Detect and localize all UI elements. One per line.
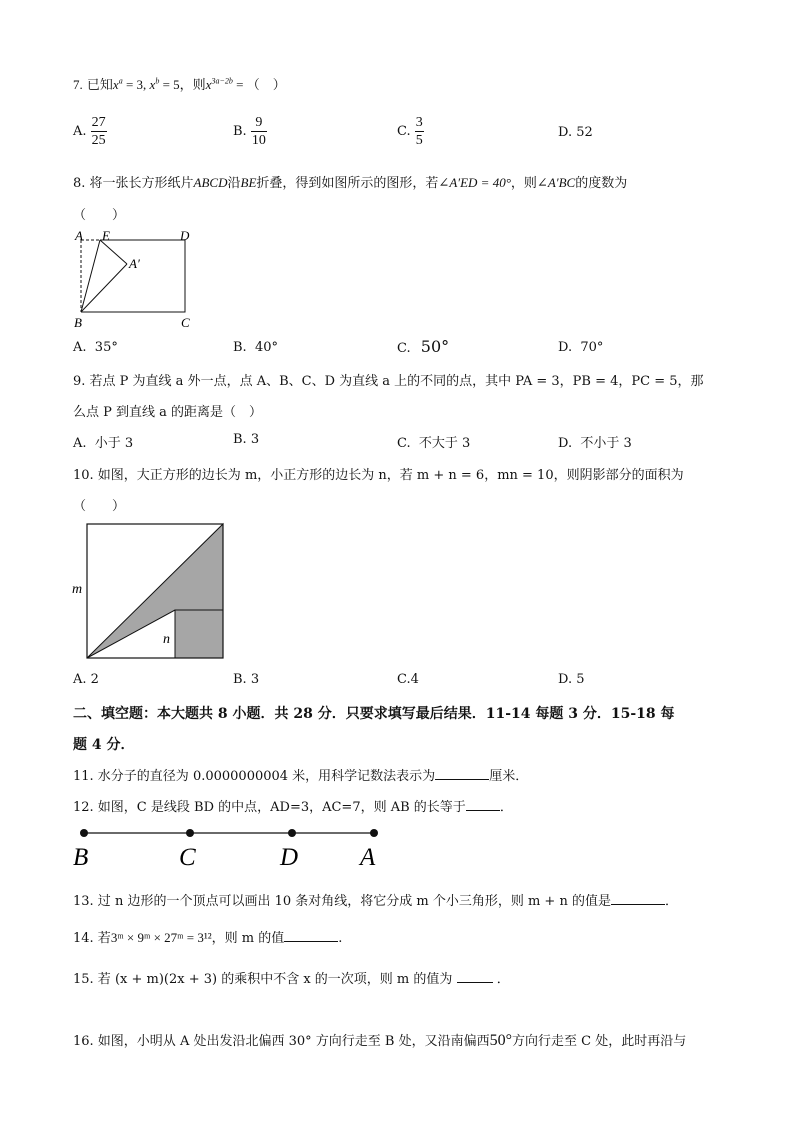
q8-option-c: C. 50° (397, 337, 450, 356)
q10-label-m: m (72, 582, 83, 597)
q12-answer-blank[interactable] (466, 799, 500, 811)
q7-option-c: C. $\frac{3}{5}$ (397, 115, 423, 148)
q12-point-a (370, 829, 378, 837)
q11-stem: 11. 水分子的直径为 0.0000000004 米，用科学记数法表示为 厘米． (73, 769, 529, 784)
q9-option-b: B. 3 (233, 432, 260, 447)
q12-point-d (288, 829, 296, 837)
q8-label-a: A (75, 228, 83, 243)
q7-option-d: D. 52 (558, 125, 593, 140)
q8-label-e: E (102, 228, 110, 243)
q16-stem: 16. 如图，小明从 A 处出发沿北偏西 30° 方向行走至 B 处，又沿南偏西50°方向行走至 C 处，此时再沿与 (73, 1032, 687, 1049)
q14-answer-blank[interactable] (284, 930, 338, 942)
q10-stem-line2: （ ） (73, 499, 126, 514)
q8-stem-line2: （ ） (73, 208, 126, 223)
q10-figure (70, 520, 230, 665)
q12-stem: 12. 如图，C 是线段 BD 的中点，AD=3，AC=7，则 AB 的长等于 ． (73, 800, 513, 815)
section2-heading-line2: 题 4 分． (73, 737, 135, 753)
q11-answer-blank[interactable] (435, 768, 489, 780)
q8-segment-ba (81, 264, 127, 312)
q10-option-b: B. 3 (233, 672, 260, 687)
q8-option-a: A. 35° (73, 340, 118, 355)
q8-stem-line1: 8. 将一张长方形纸片ABCD沿BE折叠，得到如图所示的图形，若∠A′ED = 40°，则∠A′BC的度数为 (73, 175, 628, 191)
q9-stem-line1: 9. 若点 P 为直线 a 外一点，点 A、B、C、D 为直线 a 上的不同的点，其中 PA = 3，PB = 4，PC = 5，那 (73, 374, 704, 389)
q8-label-c: C (181, 315, 190, 330)
q15-stem: 15. 若 (x + m)(2x + 3) 的乘积中不含 x 的一次项，则 m 的值为 ． (73, 972, 510, 987)
q14-stem: 14. 若3ᵐ × 9ᵐ × 27ᵐ = 3¹²，则 m 的值 . (73, 930, 343, 946)
q8-figure (70, 226, 200, 332)
q7-option-b: B. $\frac{9}{10}$ (233, 115, 266, 148)
q9-option-a: A. 小于 3 (73, 436, 134, 451)
q8-option-b: B. 40° (233, 340, 278, 355)
q8-option-d: D. 70° (558, 340, 604, 355)
q10-label-n: n (163, 632, 170, 647)
q12-point-c (186, 829, 194, 837)
q8-label-b: B (74, 315, 82, 330)
q12-label-c: C (179, 844, 196, 871)
q12-label-b: B (73, 844, 89, 871)
q9-stem-line2: 么点 P 到直线 a 的距离是（ ） (73, 405, 263, 420)
q12-label-d: D (280, 844, 299, 871)
q9-option-d: D. 不小于 3 (558, 436, 632, 451)
q10-option-c: C.4 (397, 672, 419, 687)
q7-stem: 7. 已知$x^a = 3$, $x^b = 5$，则$x^{3a-2b}$ = （ ） (73, 76, 286, 93)
q12-figure (70, 822, 390, 872)
q7-option-a: A. $\frac{27}{25}$ (73, 115, 106, 148)
q13-stem: 13. 过 n 边形的一个顶点可以画出 10 条对角线，将它分成 m 个小三角形，则 m + n 的值是 ． (73, 894, 678, 909)
q8-label-a-prime: A′ (129, 256, 140, 271)
q8-label-d: D (180, 228, 190, 243)
q15-answer-blank[interactable] (457, 971, 493, 983)
q8-rectangle (81, 240, 185, 312)
q13-answer-blank[interactable] (611, 893, 665, 905)
q9-option-c: C. 不大于 3 (397, 436, 471, 451)
q8-fold-line (81, 240, 100, 312)
q12-point-b (80, 829, 88, 837)
q10-stem-line1: 10. 如图，大正方形的边长为 m，小正方形的边长为 n，若 m + n = 6，mn = 10，则阴影部分的面积为 (73, 468, 684, 483)
q10-option-d: D. 5 (558, 672, 585, 687)
q10-option-a: A. 2 (73, 672, 99, 687)
section2-heading-line1: 二、填空题：本大题共 8 小题．共 28 分．只要求填写最后结果．11-14 每题 3 分．15-18 每 (73, 706, 675, 722)
q12-label-a: A (360, 844, 376, 871)
q8-segment-ea (100, 240, 127, 264)
q10-shaded-small-square (175, 610, 223, 658)
